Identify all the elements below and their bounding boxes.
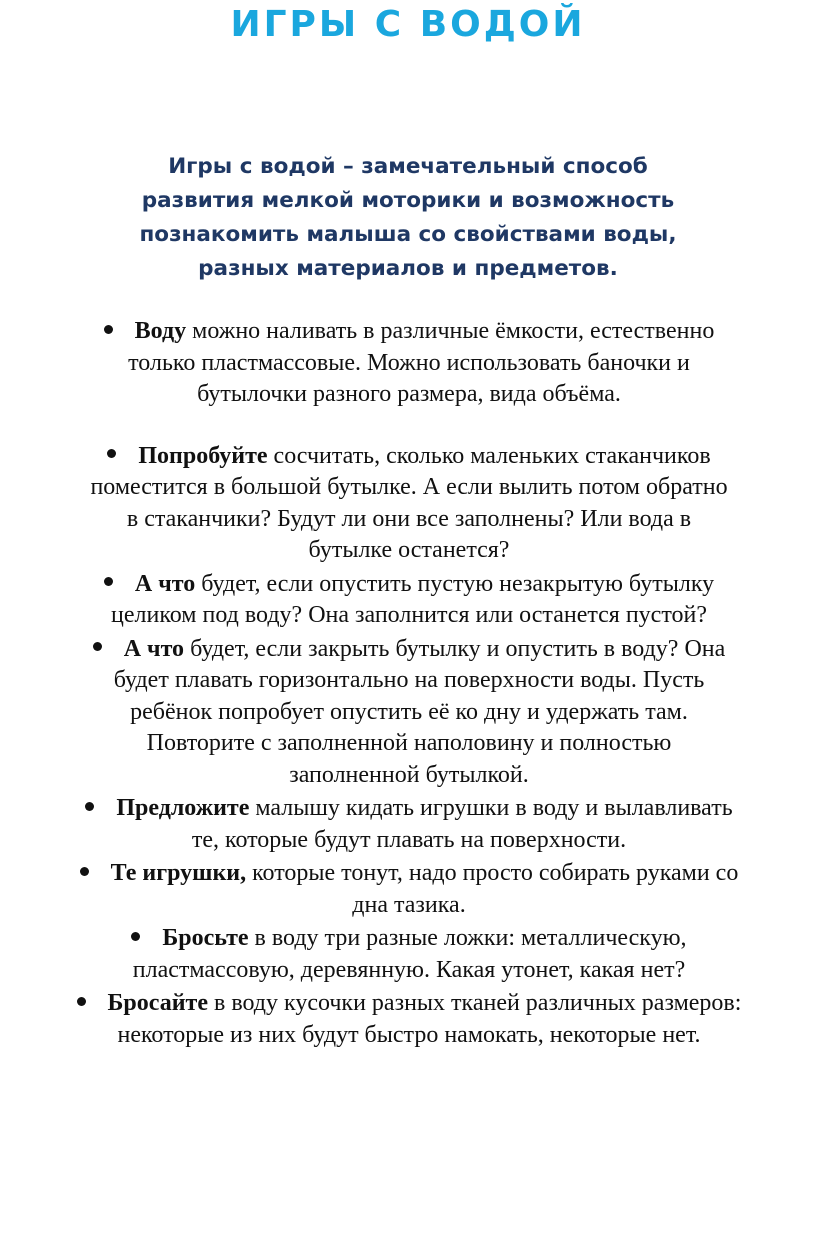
list-item-text: сосчитать, сколько маленьких стаканчиков bbox=[267, 442, 711, 469]
list-item-bold: Бросайте bbox=[107, 990, 208, 1016]
bullet-icon bbox=[77, 997, 86, 1006]
list-item-text: малышу кидать игрушки в воду и вылавливать bbox=[249, 795, 733, 821]
bullet-icon bbox=[93, 642, 102, 651]
list-item-text: будет, если опустить пустую незакрытую бутылку bbox=[195, 570, 715, 597]
list-item-text: в стаканчики? Будут ли они все заполнены? Или вода в bbox=[126, 505, 692, 532]
list-item-text: которые тонут, надо просто собирать руками со bbox=[246, 860, 739, 886]
bullet-icon bbox=[85, 802, 94, 811]
list-item-text: некоторые из них будут быстро намокать, некоторые нет. bbox=[117, 1021, 701, 1048]
list-item-text: будет, если закрыть бутылку и опустить в воду? Она bbox=[184, 635, 726, 662]
list-item-text: Повторите с заполненной наполовину и полностью bbox=[146, 730, 672, 756]
intro-line: познакомить малыша со свойствами воды, bbox=[139, 222, 677, 247]
intro-line: разных материалов и предметов. bbox=[198, 256, 618, 281]
list-item-bold: Бросьте bbox=[162, 925, 249, 951]
list-item-bold: А что bbox=[123, 635, 185, 662]
list-item-text: будет плавать горизонтально на поверхности воды. Пусть bbox=[113, 667, 705, 693]
list-item-text: дна тазика. bbox=[352, 891, 466, 918]
list-item-text: ребёнок попробует опустить её ко дну и удержать там. bbox=[130, 698, 688, 725]
bullet-icon bbox=[80, 867, 89, 876]
list-item-text: пластмассовую, деревянную. Какая утонет, какая нет? bbox=[132, 956, 686, 983]
list-item bbox=[14, 858, 804, 921]
list-item-text: в воду три разные ложки: металлическую, bbox=[248, 925, 687, 951]
list-item bbox=[14, 634, 804, 792]
bullet-icon bbox=[107, 449, 116, 458]
list-item-bold: А что bbox=[134, 570, 196, 597]
list-item-text: только пластмассовые. Можно использовать баночки и bbox=[128, 349, 690, 376]
list-item-text: поместится в большой бутылке. А если вылить потом обратно bbox=[90, 474, 728, 500]
page-title: ИГРЫ С ВОДОЙ bbox=[230, 4, 586, 45]
bullet-icon bbox=[131, 932, 140, 941]
bullet-icon bbox=[104, 577, 113, 586]
list-item bbox=[14, 923, 804, 986]
intro-line: развития мелкой моторики и возможность bbox=[141, 188, 675, 213]
list-item bbox=[14, 441, 804, 567]
list-item-text: можно наливать в различные ёмкости, естественно bbox=[186, 318, 715, 344]
list-item-text: целиком под воду? Она заполнится или останется пустой? bbox=[111, 602, 707, 628]
list-item-bold: Те игрушки, bbox=[110, 860, 247, 886]
list-item-bold: Воду bbox=[134, 318, 187, 344]
list-item-text: бутылочки разного размера, вида объёма. bbox=[197, 381, 621, 407]
list-item bbox=[14, 793, 804, 856]
intro-paragraph bbox=[80, 150, 736, 286]
list-item-bold: Попробуйте bbox=[138, 442, 268, 469]
list-item-text: заполненной бутылкой. bbox=[289, 761, 529, 788]
bullet-icon bbox=[104, 325, 113, 334]
tips-list bbox=[14, 316, 804, 1051]
list-item bbox=[14, 316, 804, 411]
list-item-text: в воду кусочки разных тканей различных размеров: bbox=[207, 990, 742, 1016]
list-item-bold: Предложите bbox=[116, 795, 250, 821]
list-item-text: те, которые будут плавать на поверхности. bbox=[191, 826, 627, 853]
intro-line: Игры с водой – замечательный способ bbox=[168, 154, 648, 179]
list-item-text: бутылке останется? bbox=[308, 537, 510, 563]
list-item bbox=[14, 569, 804, 632]
list-item bbox=[14, 988, 804, 1051]
